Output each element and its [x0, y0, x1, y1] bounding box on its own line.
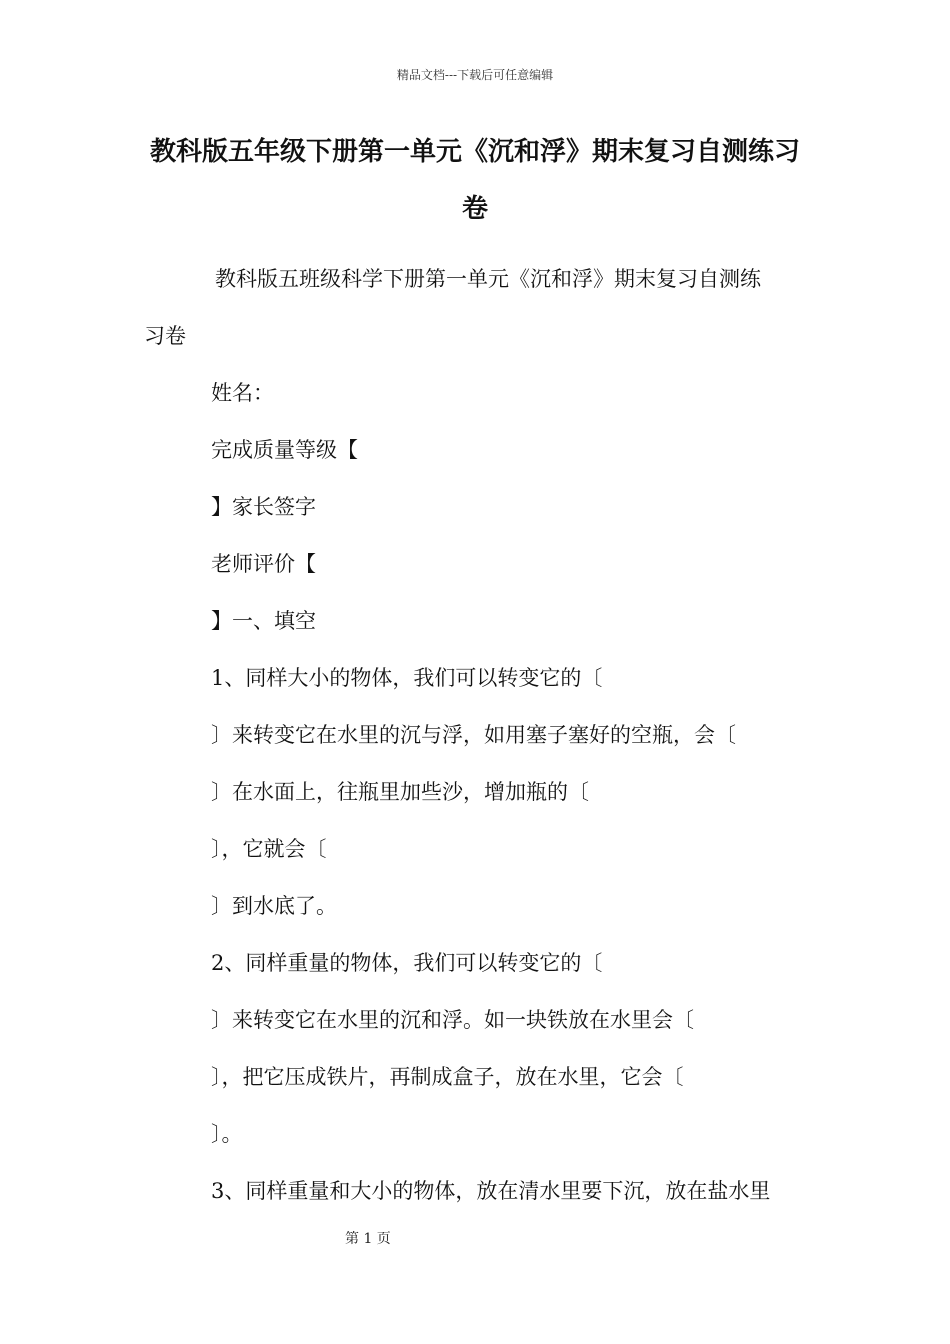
question1-line1: 1、同样大小的物体，我们可以转变它的〔 [211, 666, 603, 690]
intro-line1: 教科版五班级科学下册第一单元《沉和浮》期末复习自测练 [215, 267, 761, 291]
question3-line1: 3、同样重量和大小的物体，放在清水里要下沉，放在盐水里 [211, 1179, 771, 1203]
question1-line3: 〕在水面上，往瓶里加些沙，增加瓶的〔 [211, 780, 589, 804]
intro-line2: 习卷 [144, 324, 186, 348]
document-title-line2: 卷 [461, 194, 488, 224]
question1-line2: 〕来转变它在水里的沉与浮，如用塞子塞好的空瓶，会〔 [211, 723, 736, 747]
question2-line4: 〕。 [211, 1122, 243, 1146]
question2-line3: 〕，把它压成铁片，再制成盒子，放在水里，它会〔 [211, 1065, 684, 1089]
document-title-line1: 教科版五年级下册第一单元《沉和浮》期末复习自测练习 [150, 137, 801, 167]
question1-line4: 〕，它就会〔 [211, 837, 327, 861]
quality-label: 完成质量等级【 [211, 438, 358, 462]
teacher-comment-label: 老师评价【 [211, 552, 316, 576]
header-note: 精品文档---下载后可任意编辑 [396, 68, 554, 82]
question2-line1: 2、同样重量的物体，我们可以转变它的〔 [211, 951, 603, 975]
question1-line5: 〕到水底了。 [211, 894, 337, 918]
name-label: 姓名： [211, 381, 274, 405]
question2-line2: 〕来转变它在水里的沉和浮。如一块铁放在水里会〔 [211, 1008, 694, 1032]
parent-sign-label: 】家长签字 [211, 495, 316, 519]
section1-heading: 】一、填空 [211, 609, 316, 633]
page-number: 第 1 页 [345, 1231, 391, 1247]
